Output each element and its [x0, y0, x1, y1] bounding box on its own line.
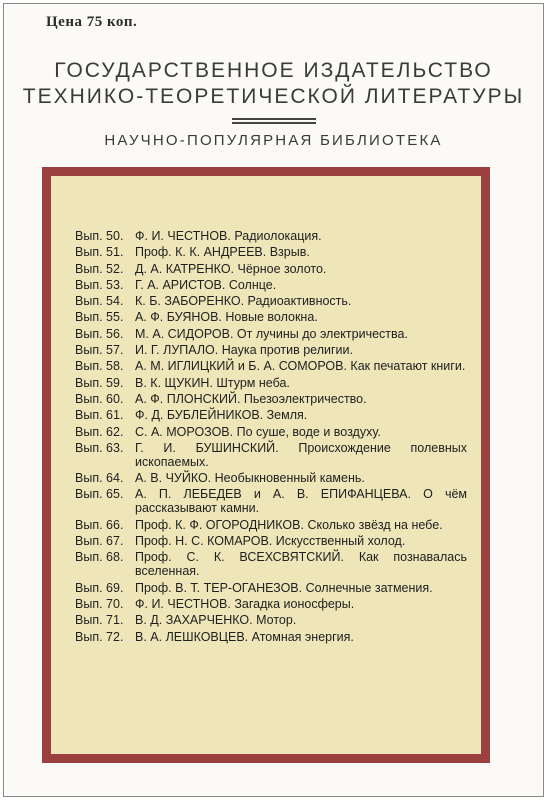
issue-number: Вып. 63. [75, 440, 124, 455]
book-title: А. Ф. ПЛОНСКИЙ. Пьезоэлектричество. [135, 391, 367, 406]
issue-number: Вып. 51. [75, 245, 124, 260]
issue-number: Вып. 55. [75, 310, 124, 325]
book-title: Проф. В. Т. ТЕР-ОГАНЕЗОВ. Солнечные затмения. [135, 580, 433, 595]
book-title: Ф. И. ЧЕСТНОВ. Радиолокация. [135, 229, 322, 243]
book-title: М. А. СИДОРОВ. От лучины до электричества. [135, 326, 408, 341]
divider-rule-top [232, 118, 316, 120]
book-title: Проф. К. Ф. ОГОРОДНИКОВ. Сколько звёзд на небе. [135, 517, 443, 532]
book-title: В. А. ЛЕШКОВЦЕВ. Атомная энергия. [135, 629, 354, 644]
issue-number: Вып. 53. [75, 277, 124, 292]
list-item [75, 245, 471, 259]
issue-number: Вып. 58. [75, 359, 124, 374]
list-item [75, 359, 471, 373]
book-title: Ф. И. ЧЕСТНОВ. Загадка ионосферы. [135, 596, 355, 611]
list-item [75, 441, 471, 469]
series-title: НАУЧНО-ПОПУЛЯРНАЯ БИБЛИОТЕКА [104, 132, 443, 149]
book-title: Г. А. АРИСТОВ. Солнце. [135, 277, 277, 292]
issue-number: Вып. 59. [75, 375, 124, 390]
list-item [75, 278, 471, 292]
list-item [75, 310, 471, 324]
issue-number: Вып. 67. [75, 534, 124, 549]
issue-number: Вып. 71. [75, 613, 124, 628]
book-list-panel [51, 176, 481, 754]
issue-number: Вып. 61. [75, 408, 124, 423]
list-item [75, 630, 471, 644]
publisher-line-2: ТЕХНИКО-ТЕОРЕТИЧЕСКОЙ ЛИТЕРАТУРЫ [22, 85, 525, 108]
list-item [75, 229, 471, 243]
issue-number: Вып. 65. [75, 487, 124, 502]
publisher-name [4, 58, 543, 110]
list-item [75, 487, 471, 515]
book-title: В. К. ЩУКИН. Штурм неба. [135, 375, 290, 390]
list-item [75, 518, 471, 532]
issue-number: Вып. 72. [75, 629, 124, 644]
issue-number: Вып. 52. [75, 261, 124, 276]
list-item [75, 471, 471, 485]
book-title: Проф. Н. С. КОМАРОВ. Искусственный холод. [135, 534, 406, 549]
book-title: Проф. К. К. АНДРЕЕВ. Взрыв. [135, 245, 310, 260]
list-item [75, 408, 471, 422]
book-title: И. Г. ЛУПАЛО. Наука против религии. [135, 343, 353, 358]
book-title: Д. А. КАТРЕНКО. Чёрное золото. [135, 261, 327, 276]
book-title: Г. И. БУШИНСКИЙ. Происхождение полевных ископаемых. [135, 440, 467, 469]
book-list [75, 229, 471, 644]
list-item [75, 581, 471, 595]
list-item [75, 327, 471, 341]
issue-number: Вып. 64. [75, 471, 124, 486]
book-list-frame [42, 167, 490, 763]
book-title: А. М. ИГЛИЦКИЙ и Б. А. СОМОРОВ. Как печатают книги. [135, 359, 466, 374]
back-cover-page [3, 3, 544, 797]
list-item [75, 534, 471, 548]
issue-number: Вып. 57. [75, 343, 124, 358]
book-title: В. Д. ЗАХАРЧЕНКО. Мотор. [135, 613, 297, 628]
issue-number: Вып. 68. [75, 550, 124, 565]
list-item [75, 392, 471, 406]
book-title: А. Ф. БУЯНОВ. Новые волокна. [135, 310, 318, 325]
list-item [75, 376, 471, 390]
book-title: А. В. ЧУЙКО. Необыкновенный камень. [135, 471, 365, 486]
divider-rule-bottom [232, 122, 316, 124]
price-label: Цена 75 коп. [46, 14, 138, 30]
list-item [75, 294, 471, 308]
issue-number: Вып. 62. [75, 424, 124, 439]
issue-number: Вып. 66. [75, 517, 124, 532]
list-item [75, 597, 471, 611]
list-item [75, 262, 471, 276]
book-title: А. П. ЛЕБЕДЕВ и А. В. ЕПИФАНЦЕВА. О чём рассказывают камни. [135, 487, 467, 516]
issue-number: Вып. 50. [75, 229, 124, 243]
issue-number: Вып. 60. [75, 391, 124, 406]
issue-number: Вып. 69. [75, 580, 124, 595]
book-title: Ф. Д. БУБЛЕЙНИКОВ. Земля. [135, 408, 308, 423]
issue-number: Вып. 56. [75, 326, 124, 341]
publisher-line-1: ГОСУДАРСТВЕННОЕ ИЗДАТЕЛЬСТВО [54, 59, 493, 82]
issue-number: Вып. 54. [75, 294, 124, 309]
list-item [75, 343, 471, 357]
list-item [75, 425, 471, 439]
list-item [75, 550, 471, 578]
book-title: Проф. С. К. ВСЕХСВЯТСКИЙ. Как познавалась вселенная. [135, 550, 467, 579]
issue-number: Вып. 70. [75, 596, 124, 611]
book-title: С. А. МОРОЗОВ. По суше, воде и воздуху. [135, 424, 381, 439]
list-item [75, 613, 471, 627]
book-title: К. Б. ЗАБОРЕНКО. Радиоактивность. [135, 294, 352, 309]
